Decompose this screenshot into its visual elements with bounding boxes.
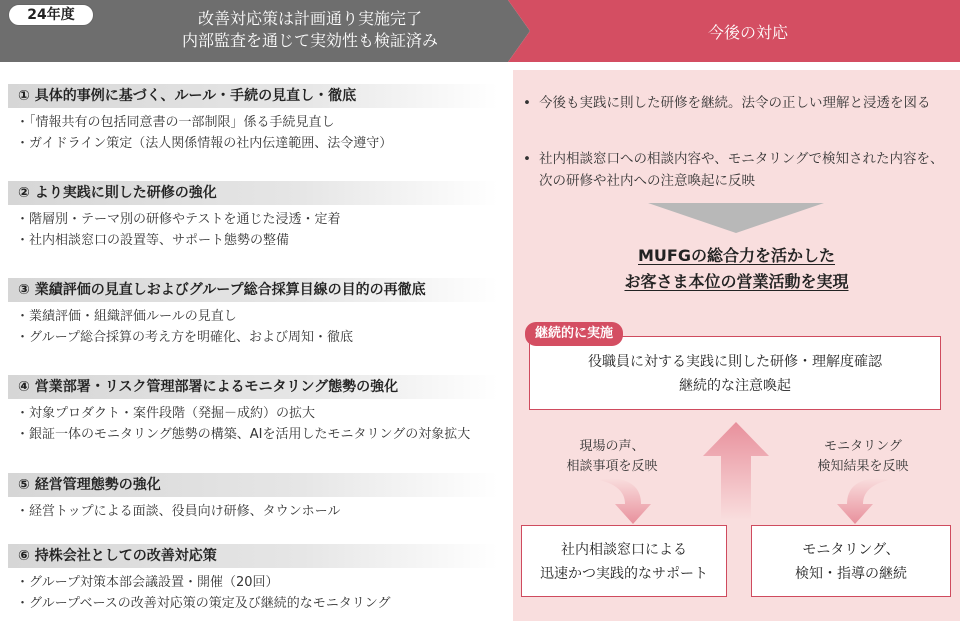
header-left-title <box>120 8 500 52</box>
section-title: ③ 業績評価の見直しおよびグループ総合採算目線の目的の再徹底 <box>8 278 498 302</box>
training-box-line1: 役職員に対する実践に則した研修・理解度確認 <box>588 354 882 370</box>
monitoring-box-line2: 検知・指導の継続 <box>795 566 907 582</box>
section-item: ・グループ総合採算の考え方を明確化、および周知・徹底 <box>16 330 353 345</box>
section-item: ・グループベースの改善対応策の策定及び継続的なモニタリング <box>16 596 391 611</box>
feedback-label-left-line1: 現場の声、 <box>579 439 645 454</box>
feedback-label-left-line2: 相談事項を反映 <box>566 459 658 474</box>
header-left-line1: 改善対応策は計画通り実施完了 <box>197 9 422 28</box>
headline-line2: お客さま本位の営業活動を実現 <box>624 272 849 291</box>
section-item: ・「情報共有の包括同意書の一部制限」係る手続見直し <box>16 115 335 130</box>
section-5 <box>8 473 498 522</box>
section-title: ⑥ 持株会社としての改善対応策 <box>8 544 498 568</box>
section-item: ・階層別・テーマ別の研修やテストを通じた浸透・定着 <box>16 212 341 227</box>
monitoring-box <box>751 525 951 597</box>
down-chevron-icon <box>648 203 824 235</box>
bullet-text: 社内相談窓口への相談内容や、モニタリングで検知された内容を、次の研修や社内への注意喚起に反映 <box>539 151 944 189</box>
bullet-item <box>523 148 953 192</box>
curved-arrow-left-icon <box>595 478 657 526</box>
training-box <box>529 336 941 410</box>
feedback-label-right <box>803 437 923 477</box>
headline <box>513 243 960 295</box>
bullet-item <box>523 92 953 114</box>
section-2 <box>8 181 498 251</box>
feedback-label-right-line1: モニタリング <box>824 439 902 454</box>
section-item: ・対象プロダクト・案件段階（発掘－成約）の拡大 <box>16 406 316 421</box>
feedback-label-left <box>557 437 667 477</box>
section-1 <box>8 84 498 154</box>
headline-line1: MUFGの総合力を活かした <box>638 246 835 265</box>
up-arrow-icon <box>703 422 769 520</box>
section-6 <box>8 544 498 614</box>
bullet-text: 今後も実践に則した研修を継続。法令の正しい理解と浸透を図る <box>539 95 931 111</box>
continuous-tag: 継続的に実施 <box>525 322 623 346</box>
section-item: ・ガイドライン策定（法人関係情報の社内伝達範囲、法令遵守） <box>16 136 393 151</box>
section-item: ・グループ対策本部会議設置・開催（20回） <box>16 575 279 590</box>
section-title: ④ 営業部署・リスク管理部署によるモニタリング態勢の強化 <box>8 375 498 399</box>
consultation-support-box <box>521 525 727 597</box>
training-box-line2: 継続的な注意喚起 <box>679 378 791 394</box>
bullet-dot: • <box>523 95 531 111</box>
section-item: ・経営トップによる面談、役員向け研修、タウンホール <box>16 504 341 519</box>
section-item: ・業績評価・組織評価ルールの見直し <box>16 309 237 324</box>
section-item: ・銀証一体のモニタリング態勢の構築、AIを活用したモニタリングの対象拡大 <box>16 427 471 442</box>
section-4 <box>8 375 498 445</box>
consultation-support-line1: 社内相談窓口による <box>561 542 687 558</box>
section-title: ⑤ 経営管理態勢の強化 <box>8 473 498 497</box>
header-left <box>0 0 530 62</box>
section-title: ① 具体的事例に基づく、ルール・手続の見直し・徹底 <box>8 84 498 108</box>
section-title: ② より実践に則した研修の強化 <box>8 181 498 205</box>
monitoring-box-line1: モニタリング、 <box>802 542 900 558</box>
section-3 <box>8 278 498 348</box>
header-left-line2: 内部監査を通じて実効性も検証済み <box>181 31 438 50</box>
header-right <box>508 0 960 62</box>
section-item: ・社内相談窓口の設置等、サポート態勢の整備 <box>16 233 290 248</box>
consultation-support-line2: 迅速かつ実践的なサポート <box>540 566 708 582</box>
bullet-dot: • <box>523 151 531 167</box>
header-right-title: 今後の対応 <box>707 23 788 42</box>
year-tag: 24年度 <box>8 4 94 26</box>
future-actions-panel <box>513 70 960 621</box>
curved-arrow-right-icon <box>831 478 893 526</box>
feedback-label-right-line2: 検知結果を反映 <box>817 459 909 474</box>
